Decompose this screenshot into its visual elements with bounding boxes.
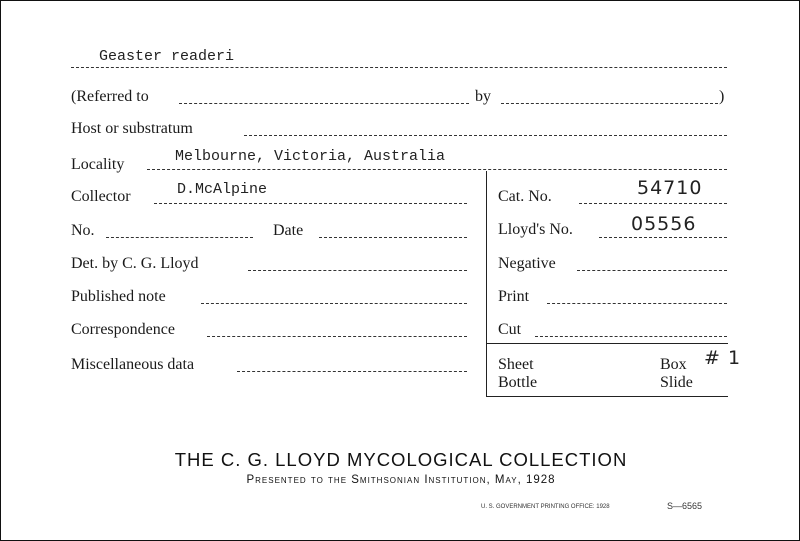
host-label: Host or substratum: [71, 120, 193, 137]
correspondence-line: [207, 336, 467, 337]
print-line: [547, 303, 727, 304]
published-note-label: Published note: [71, 288, 166, 305]
lloyds-no-label: Lloyd's No.: [498, 221, 573, 238]
print-label: Print: [498, 288, 530, 305]
collection-subtitle: Presented to the Smithsonian Institution, May, 1928: [246, 474, 556, 486]
referred-to-line: [179, 103, 469, 104]
misc-line: [237, 371, 467, 372]
lloyds-no-line: [599, 237, 727, 238]
box-left-border: [486, 171, 487, 397]
cat-no-line: [579, 203, 727, 204]
by-line: [501, 103, 718, 104]
printer-imprint: U. S. GOVERNMENT PRINTING OFFICE: 1928: [481, 504, 610, 510]
lloyds-no-value: 05556: [631, 213, 697, 235]
locality-line: [147, 169, 727, 170]
box-value: # 1: [704, 347, 742, 369]
cut-label: Cut: [498, 321, 522, 338]
collector-line: [154, 203, 467, 204]
slide-label: Slide: [660, 374, 693, 391]
collector-value: D.McAlpine: [177, 181, 268, 198]
misc-label: Miscellaneous data: [71, 356, 195, 373]
no-line: [106, 237, 253, 238]
species-line: [71, 67, 727, 68]
det-by-label: Det. by C. G. Lloyd: [71, 255, 199, 272]
locality-value: Melbourne, Victoria, Australia: [175, 148, 446, 165]
collection-title: THE C. G. LLOYD MYCOLOGICAL COLLECTION: [174, 449, 628, 470]
box-divider: [486, 343, 728, 344]
cut-line: [535, 336, 727, 337]
no-label: No.: [71, 222, 95, 239]
negative-label: Negative: [498, 255, 556, 272]
det-by-line: [248, 270, 467, 271]
box-label: Box: [660, 356, 687, 373]
published-note-line: [201, 303, 467, 304]
by-label: by: [475, 88, 491, 105]
cat-no-value: 54710: [637, 177, 703, 199]
date-line: [319, 237, 467, 238]
negative-line: [577, 270, 727, 271]
host-line: [244, 135, 727, 136]
correspondence-label: Correspondence: [71, 321, 175, 338]
locality-label: Locality: [71, 156, 125, 173]
cat-no-label: Cat. No.: [498, 188, 552, 205]
bottle-label: Bottle: [498, 374, 538, 391]
close-paren: ): [719, 88, 725, 105]
sheet-label: Sheet: [498, 356, 534, 373]
collector-label: Collector: [71, 188, 131, 205]
box-bottom: [486, 396, 728, 397]
date-label: Date: [273, 222, 304, 239]
species-name: Geaster readeri: [99, 48, 235, 65]
referred-to-label: (Referred to: [71, 88, 149, 105]
form-number: S—6565: [667, 501, 703, 511]
